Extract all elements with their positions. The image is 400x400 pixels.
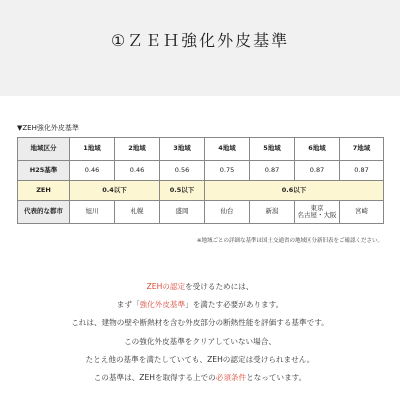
header-cell: 6地域: [295, 138, 340, 161]
table-cell: 0.6以下: [205, 181, 384, 201]
zeh-row: [18, 181, 384, 201]
table-cell: 0.56: [160, 161, 205, 181]
header-cell: 2地域: [115, 138, 160, 161]
table-note: ※地域ごとの詳細な基準は国土交通省の地域区分新旧表をご確認ください。: [196, 238, 383, 244]
table-cell: 0.75: [205, 161, 250, 181]
table-cell: 札幌: [115, 201, 160, 224]
text-line: [0, 369, 400, 387]
table-cell: 0.5以下: [160, 181, 205, 201]
table-cell: 宮崎: [340, 201, 384, 224]
table-cell: 東京 名古屋・大阪: [295, 201, 340, 224]
table-cell: 盛岡: [160, 201, 205, 224]
highlight-text: 強化外皮基準: [139, 300, 186, 310]
table-cell: 0.46: [115, 161, 160, 181]
table-cell: 0.87: [340, 161, 384, 181]
row-label: 代表的な都市: [18, 201, 70, 224]
header-cell: 5地域: [250, 138, 295, 161]
table-cell: 0.87: [295, 161, 340, 181]
text-span: を受けるためには、: [185, 282, 254, 291]
text-line: これは、建物の壁や断熱材を含む外皮部分の断熱性能を評価する基準です。: [71, 318, 329, 328]
text-line: この強化外皮基準をクリアしていない場合、: [124, 336, 276, 346]
text-span: となっています。: [246, 372, 307, 382]
row-label: H25基準: [18, 161, 70, 181]
table-caption: ▼ZEH強化外皮基準: [17, 124, 79, 132]
table-cell: 0.4以下: [70, 181, 160, 201]
table-cell: 0.87: [250, 161, 295, 181]
text-span: まず「: [116, 300, 140, 310]
text-span: 」を満たす必要があります。: [185, 300, 284, 310]
row-label: ZEH: [18, 181, 70, 201]
text-span: この基準は、ZEHを取得する上での: [93, 372, 216, 382]
table-cell: 0.46: [70, 161, 115, 181]
text-line: [0, 278, 400, 296]
table-cell: 旭川: [70, 201, 115, 224]
city-row: [18, 201, 384, 224]
highlight-text: 必須条件: [215, 372, 247, 382]
header-cell: 地域区分: [18, 138, 70, 161]
highlight-text: ZEHの認定: [146, 282, 186, 291]
table-cell: 新潟: [250, 201, 295, 224]
h25-row: [18, 161, 384, 181]
text-line: たとえ他の基準を満たしていても、ZEHの認定は受けられません。: [85, 354, 315, 364]
table-cell: 仙台: [205, 201, 250, 224]
text-line: [0, 296, 400, 314]
page-title: ①ＺＥＨ強化外皮基準: [110, 31, 290, 50]
header-cell: 1地域: [70, 138, 115, 161]
title-banner: [0, 0, 400, 96]
header-cell: 7地域: [340, 138, 384, 161]
zeh-standard-table: [17, 137, 384, 224]
explanation-text: [0, 278, 400, 387]
header-cell: 3地域: [160, 138, 205, 161]
header-cell: 4地域: [205, 138, 250, 161]
table-header-row: [18, 138, 384, 161]
